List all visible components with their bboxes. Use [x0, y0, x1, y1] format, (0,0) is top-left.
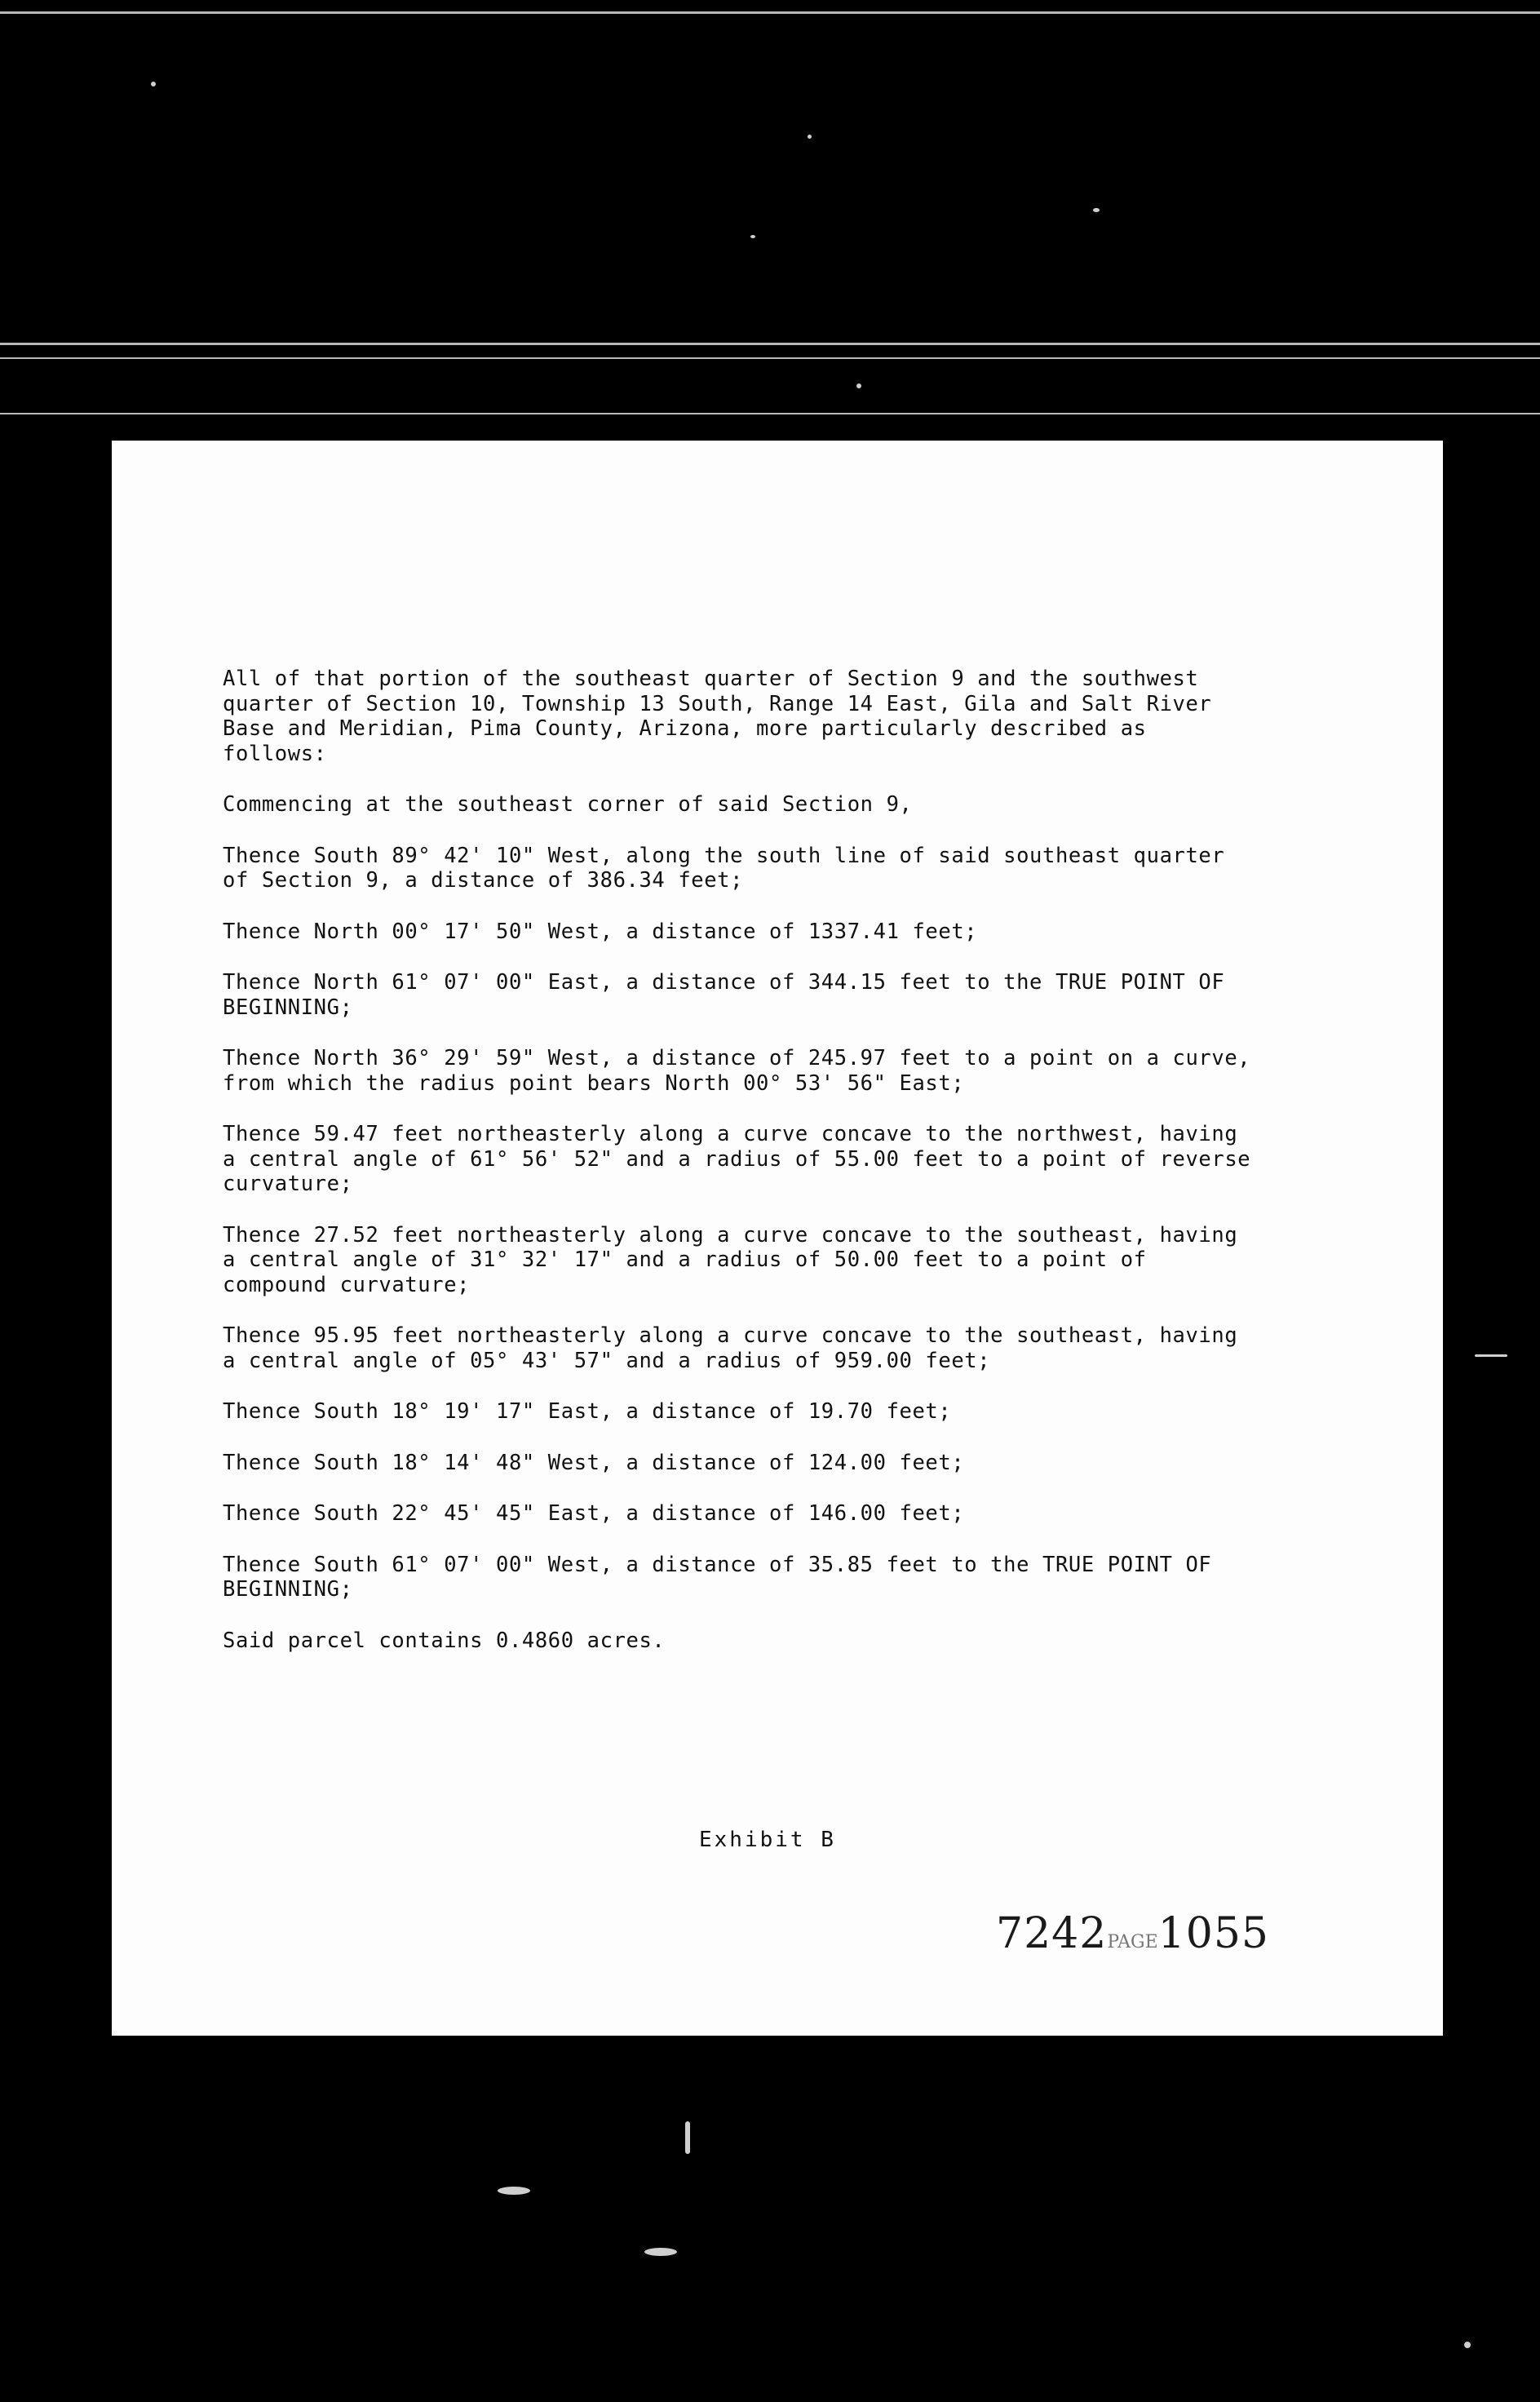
paragraph-course: Thence South 89° 42' 10" West, along the south line of said southeast quarter of Section 9, a distance of 386.34 feet;	[223, 843, 1225, 893]
document-page	[112, 441, 1443, 2036]
exhibit-label: Exhibit B	[699, 1828, 836, 1852]
paragraph-course: Thence North 61° 07' 00" East, a distance of 344.15 feet to the TRUE POINT OF BEGINNING;	[223, 970, 1225, 1020]
scan-speck	[1464, 2342, 1471, 2348]
paragraph-course: Thence North 36° 29' 59" West, a distance of 245.97 feet to a point on a curve, from which the radius point bears North 00° 53' 56" East;	[223, 1046, 1251, 1096]
scan-speck	[685, 2121, 690, 2154]
stamp-book-number: 7242	[996, 1909, 1108, 1958]
paragraph-course: Thence South 22° 45' 45" East, a distance of 146.00 feet;	[223, 1501, 965, 1526]
scan-speck	[1093, 208, 1100, 212]
paragraph-acreage: Said parcel contains 0.4860 acres.	[223, 1628, 666, 1653]
scan-speck	[644, 2248, 677, 2256]
scan-line	[0, 413, 1540, 414]
scan-speck	[856, 383, 861, 388]
scan-speck	[498, 2187, 530, 2195]
paragraph-course: Thence 59.47 feet northeasterly along a curve concave to the northwest, having a central angle of 61° 56' 52" and a radius of 55.00 feet to a point of reverse curvature;	[223, 1122, 1251, 1196]
scan-speck	[1475, 1354, 1507, 1357]
paragraph-course: Thence South 18° 19' 17" East, a distance of 19.70 feet;	[223, 1399, 952, 1424]
paragraph-intro: All of that portion of the southeast quarter of Section 9 and the southwest quarter of Section 10, Township 13 South, Range 14 East, Gila and Salt River Base and Meridian, Pima County, Arizona, more particularly described as follows:	[223, 667, 1212, 766]
scan-speck	[808, 135, 812, 139]
scan-line	[0, 11, 1540, 14]
paragraph-course: Thence 27.52 feet northeasterly along a curve concave to the southeast, having a central angle of 31° 32' 17" and a radius of 50.00 feet to a point of compound curvature;	[223, 1222, 1238, 1297]
legal-description	[223, 667, 1365, 1679]
top-scan-band	[0, 0, 1540, 441]
paragraph-course: Thence 95.95 feet northeasterly along a curve concave to the southeast, having a central angle of 05° 43' 57" and a radius of 959.00 feet;	[223, 1323, 1238, 1373]
stamp-page-number: 1055	[1157, 1909, 1269, 1958]
paragraph-course: Thence South 18° 14' 48" West, a distance of 124.00 feet;	[223, 1450, 965, 1475]
paragraph-commencing: Commencing at the southeast corner of said Section 9,	[223, 792, 913, 817]
scan-line	[0, 357, 1540, 359]
paragraph-course: Thence North 00° 17' 50" West, a distance of 1337.41 feet;	[223, 919, 978, 944]
stamp-separator: PAGE	[1107, 1932, 1158, 1952]
scan-speck	[151, 82, 156, 86]
paragraph-course: Thence South 61° 07' 00" West, a distance of 35.85 feet to the TRUE POINT OF BEGINNING;	[223, 1552, 1212, 1602]
recording-stamp	[996, 1909, 1269, 1958]
scan-line	[0, 343, 1540, 345]
scan-speck	[750, 235, 755, 238]
